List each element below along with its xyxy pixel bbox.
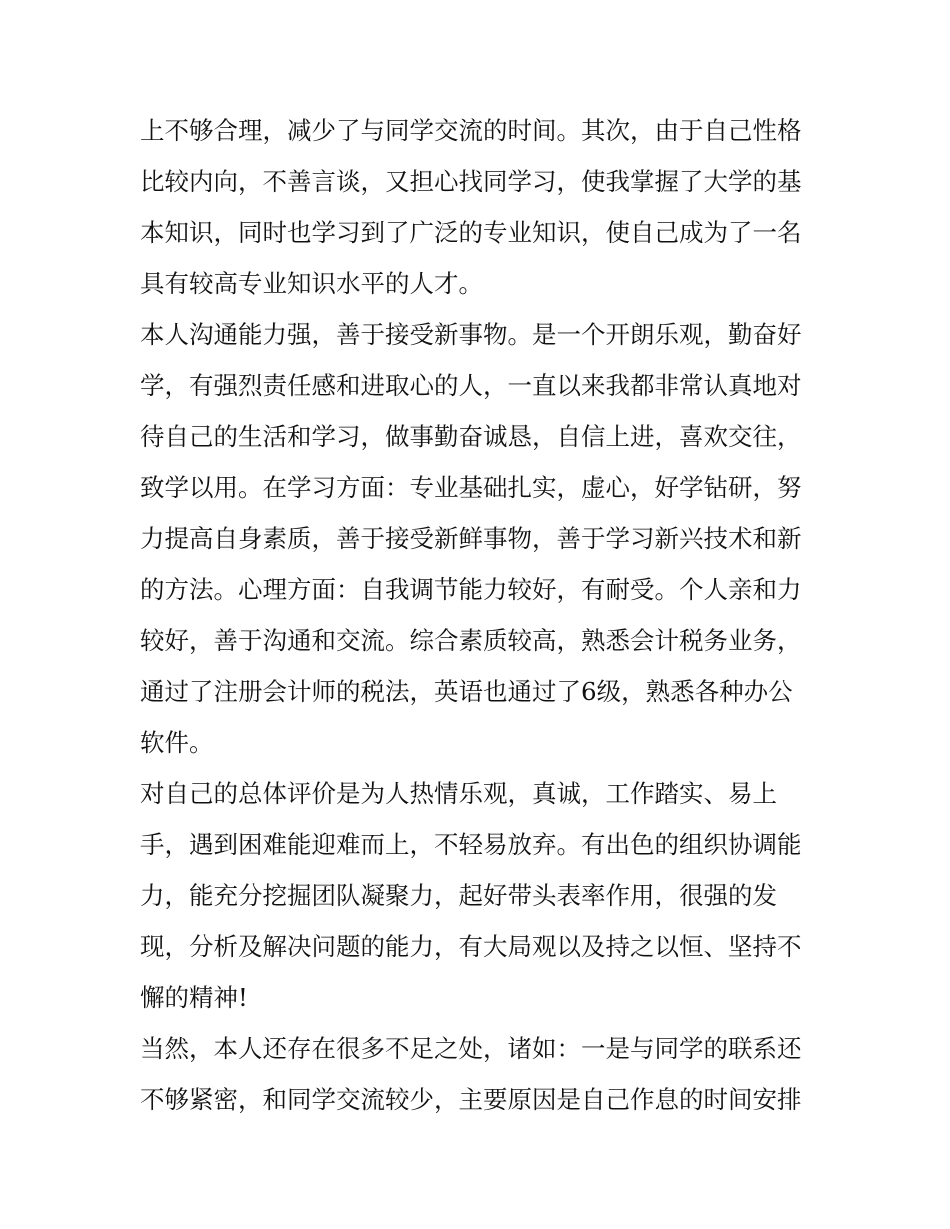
- text-line: 的方法。心理方面：自我调节能力较好，有耐受。个人亲和力: [140, 575, 802, 604]
- text-line: 手，遇到困难能迎难而上，不轻易放弃。有出色的组织协调能: [140, 830, 802, 859]
- text-line: 本人沟通能力强，善于接受新事物。是一个开朗乐观，勤奋好: [140, 320, 802, 349]
- text-line: 较好，善于沟通和交流。综合素质较高，熟悉会计税务业务，: [140, 626, 802, 655]
- text-line: 通过了注册会计师的税法，英语也通过了6级，熟悉各种办公: [140, 677, 793, 706]
- text-line: 现，分析及解决问题的能力，有大局观以及持之以恒、坚持不: [140, 932, 802, 961]
- text-line: 软件。: [140, 728, 214, 757]
- paragraph-self-strengths: [140, 309, 820, 768]
- text-line: 本知识，同时也学习到了广泛的专业知识，使自己成为了一名: [140, 218, 802, 247]
- text-line: 懈的精神!: [140, 983, 248, 1012]
- text-line: 当然，本人还存在很多不足之处，诸如：一是与同学的联系还: [140, 1034, 802, 1063]
- text-line: 力提高自身素质，善于接受新鲜事物，善于学习新兴技术和新: [140, 524, 802, 553]
- text-line: 待自己的生活和学习，做事勤奋诚恳，自信上进，喜欢交往，: [140, 422, 802, 451]
- paragraph-shortcomings: [140, 1023, 820, 1125]
- text-line: 具有较高专业知识水平的人才。: [140, 269, 483, 298]
- text-line: 学，有强烈责任感和进取心的人，一直以来我都非常认真地对: [140, 371, 802, 400]
- paragraph-overall-evaluation: [140, 768, 820, 1023]
- text-line: 不够紧密，和同学交流较少，主要原因是自己作息的时间安排: [140, 1085, 802, 1114]
- text-line: 比较内向，不善言谈，又担心找同学习，使我掌握了大学的基: [140, 167, 802, 196]
- text-line: 致学以用。在学习方面：专业基础扎实，虚心，好学钻研，努: [140, 473, 802, 502]
- text-line: 上不够合理，减少了与同学交流的时间。其次，由于自己性格: [140, 116, 802, 145]
- paragraph-study-habits: [140, 105, 820, 309]
- text-line: 力，能充分挖掘团队凝聚力，起好带头表率作用，很强的发: [140, 881, 777, 910]
- document-body: [140, 105, 820, 1125]
- text-line: 对自己的总体评价是为人热情乐观，真诚，工作踏实、易上: [140, 779, 777, 808]
